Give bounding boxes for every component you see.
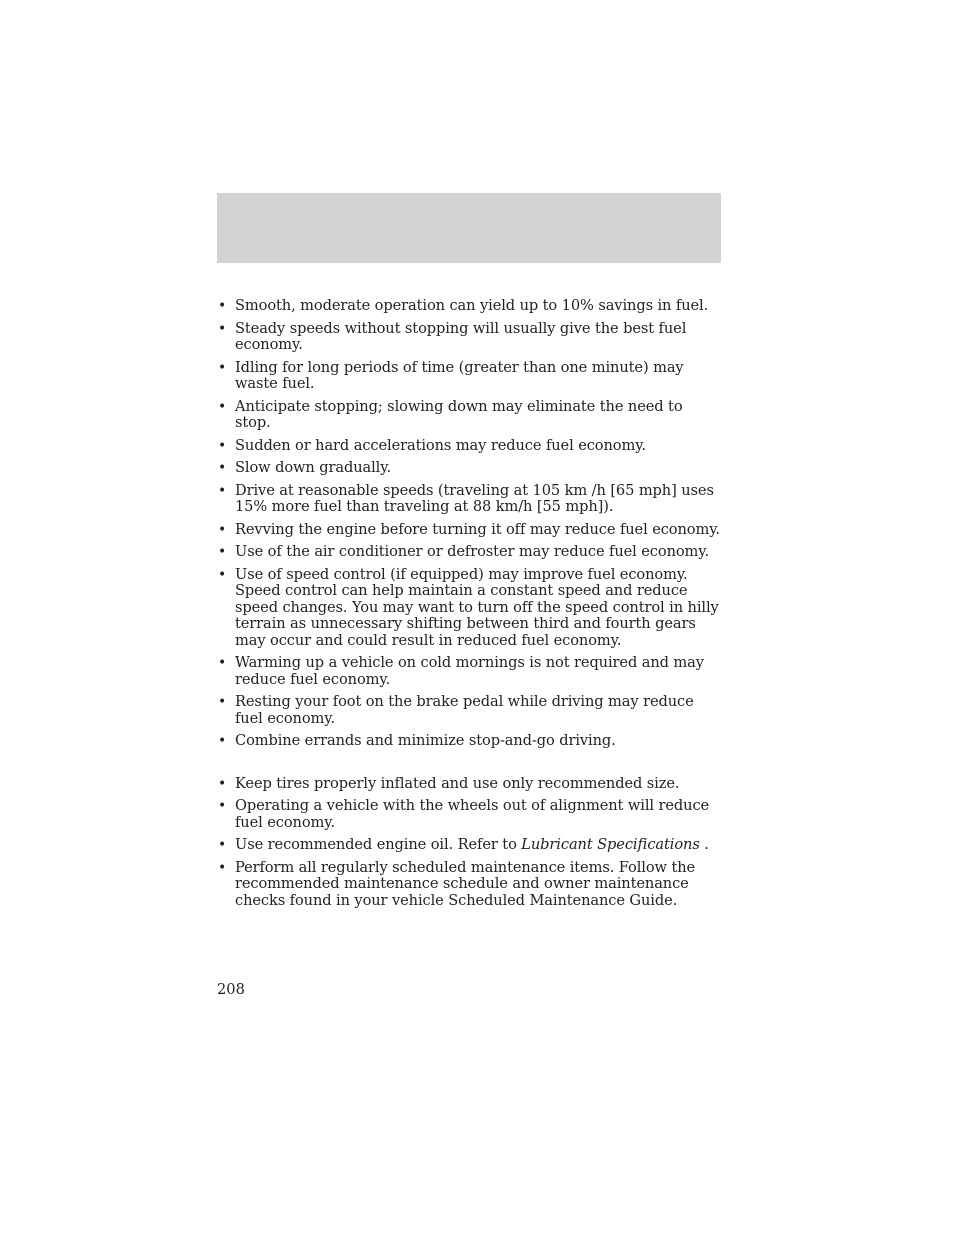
list-item: • Warming up a vehicle on cold mornings is not required and may reduce fuel economy. [218, 654, 704, 688]
bullet-icon: • [218, 655, 227, 671]
list-item: • Drive at reasonable speeds (traveling at 105 km /h [65 mph] uses 15% more fuel than traveling at 88 km/h [55 mph]). [218, 481, 714, 515]
bullet-icon: • [218, 482, 227, 499]
bullet-icon: • [218, 798, 227, 814]
driving-tips-list [217, 298, 721, 750]
bullet-icon: • [218, 544, 227, 560]
header-band [217, 193, 721, 263]
bullet-icon: • [218, 733, 227, 749]
bullet-icon: • [218, 859, 227, 876]
page-number: 208 [217, 981, 245, 998]
bullet-icon: • [218, 566, 227, 583]
bullet-icon: • [218, 320, 227, 337]
bullet-icon: • [218, 398, 227, 415]
page-content [217, 298, 721, 915]
list-item: • Revving the engine before turning it off may reduce fuel economy. [218, 520, 720, 538]
bullet-icon: • [218, 298, 227, 314]
bullet-icon: • [218, 694, 227, 710]
bullet-icon: • [218, 359, 227, 376]
list-item: • Use of speed control (if equipped) may improve fuel economy. Speed control can help maintain a constant speed and reduce speed changes. You may want to turn off the speed control in hilly terrain as unnecessary shifting between third and fourth gears may occur and could result in reduced fuel economy. [218, 565, 719, 649]
list-item: • Slow down gradually. [218, 459, 391, 476]
bullet-icon: • [218, 437, 227, 454]
bullet-icon: • [218, 775, 227, 792]
list-item: • Keep tires properly inflated and use only recommended size. [218, 774, 680, 792]
maintenance-tips-list [217, 776, 721, 910]
list-item: • Steady speeds without stopping will usually give the best fuel economy. [218, 319, 687, 353]
list-item: • Use recommended engine oil. Refer to Lubricant Specifications . [218, 836, 709, 853]
list-item: • Sudden or hard accelerations may reduce fuel economy. [218, 436, 646, 454]
list-item: • Operating a vehicle with the wheels out of alignment will reduce fuel economy. [218, 797, 710, 831]
bullet-icon: • [218, 521, 227, 538]
list-item: • Resting your foot on the brake pedal while driving may reduce fuel economy. [218, 693, 694, 727]
list-item: • Perform all regularly scheduled maintenance items. Follow the recommended maintenance schedule and owner maintenance checks found in your vehicle Scheduled Maintenance Guide. [218, 858, 696, 909]
bullet-icon: • [218, 460, 227, 476]
list-item: • Combine errands and minimize stop-and-go driving. [218, 732, 616, 749]
list-item: • Use of the air conditioner or defroster may reduce fuel economy. [218, 543, 710, 560]
list-item: • Anticipate stopping; slowing down may eliminate the need to stop. [218, 397, 683, 431]
list-item: • Smooth, moderate operation can yield up to 10% savings in fuel. [218, 297, 709, 314]
list-item: • Idling for long periods of time (greater than one minute) may waste fuel. [218, 358, 684, 392]
bullet-icon: • [218, 837, 227, 853]
lubricant-specifications-reference: Lubricant Specifications [521, 836, 700, 853]
